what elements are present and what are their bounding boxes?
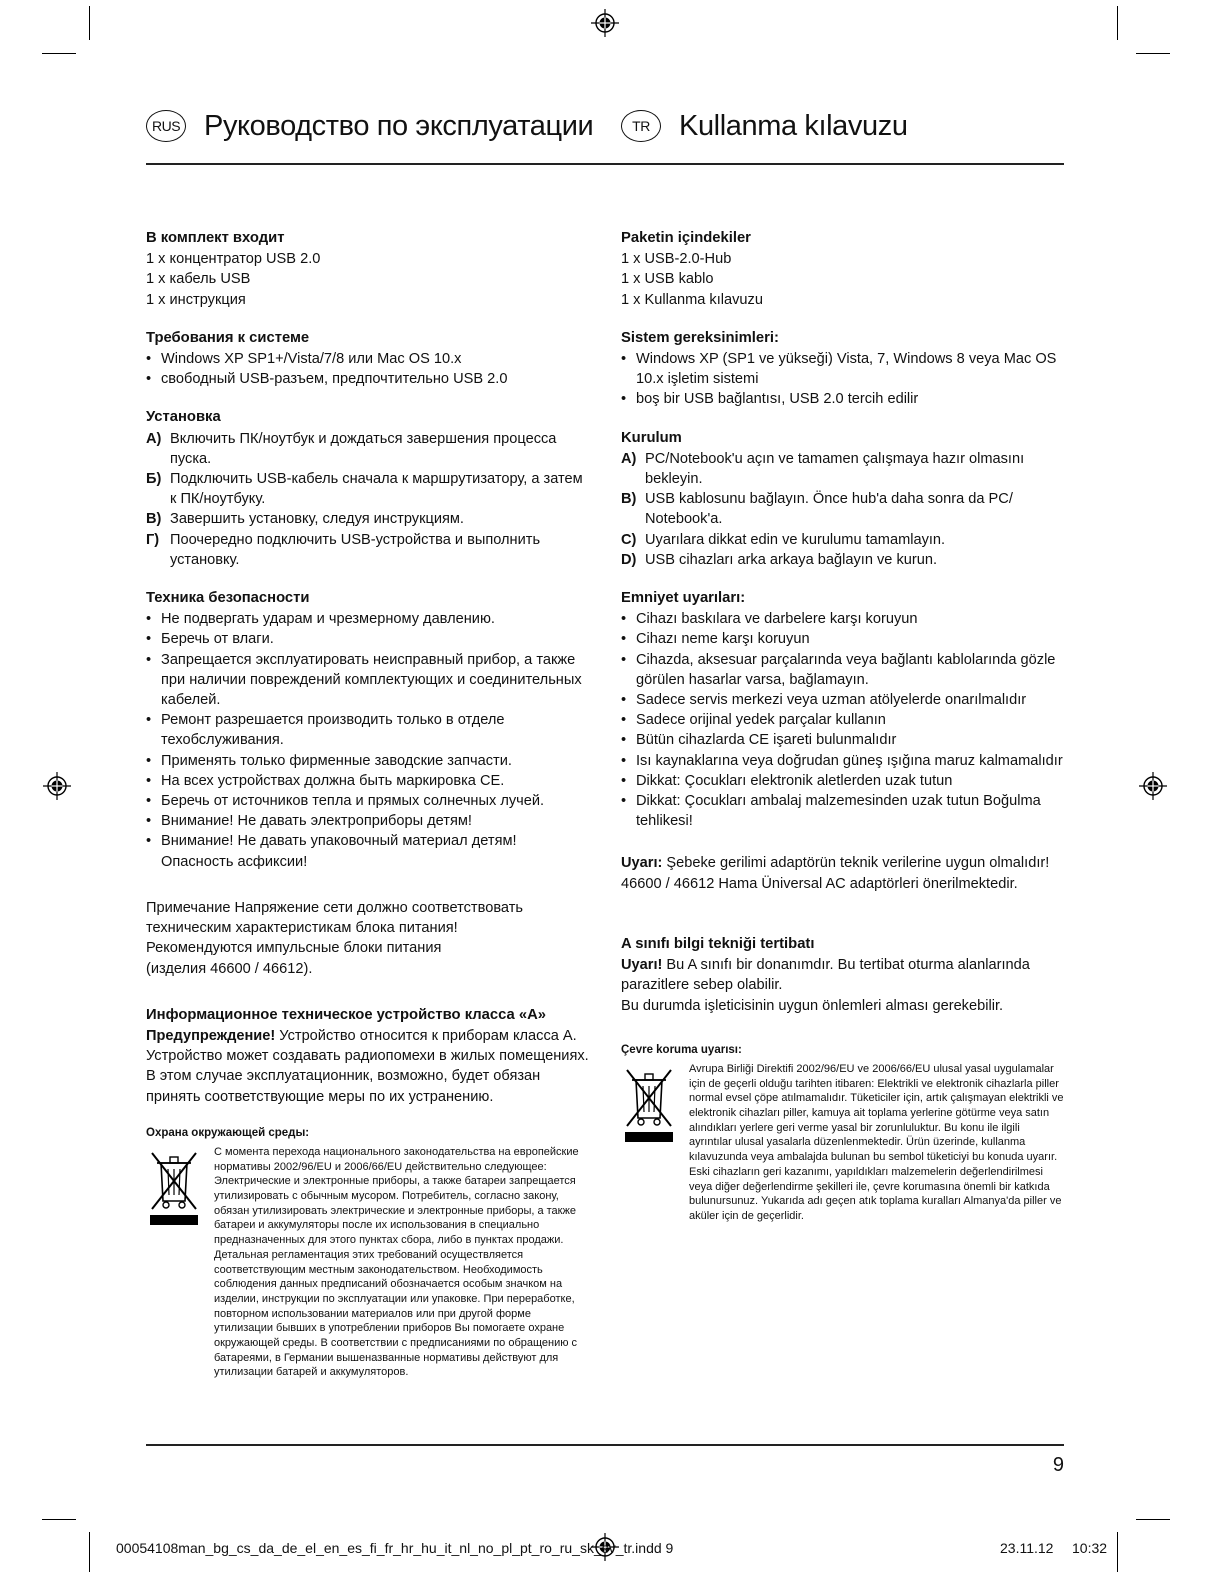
footer-filename: 00054108man_bg_cs_da_de_el_en_es_fi_fr_hr_hu_it_nl_no_pl_pt_ro_ru_sk_sv_tr.indd 9 xyxy=(116,1540,674,1556)
step-item xyxy=(146,530,591,570)
section-title: В комплект входит xyxy=(146,230,285,246)
step-mark: D) xyxy=(621,551,637,568)
list-item: • Применять только фирменные заводские запчасти. xyxy=(146,751,591,771)
page-title-ru: Руководство по эксплуатации xyxy=(204,109,594,142)
language-badge-tr: TR xyxy=(621,110,661,142)
list-item: • Windows XP SP1+/Vista/7/8 или Mac OS 10.x xyxy=(146,349,591,369)
crop-mark xyxy=(1117,1532,1118,1572)
step-item xyxy=(621,530,1066,550)
section-title: A sınıfı bilgi tekniği tertibatı xyxy=(621,935,815,952)
step-item xyxy=(146,469,591,509)
section-safety-ru xyxy=(146,588,591,872)
list-item: • Беречь от источников тепла и прямых солнечных лучей. xyxy=(146,791,591,811)
page-title-tr: Kullanma kılavuzu xyxy=(679,109,908,142)
section-environment-tr xyxy=(621,1040,1066,1224)
step-item xyxy=(621,449,1066,489)
environment-text: Avrupa Birliği Direktifi 2002/96/EU ve 2006/66/EU ulusal yasal uygulamalar için de geçerli olduğu tarihten itibaren: Elektrikli ve elektronik cihazlarla piller normal evsel çöpe atılmamalıdır. Tüketiciler için, artık çalışmayan elektrikli ve elektronik cihazları piller, kamuya ait toplama yerlerine götürme veya satın alındıkları yerlere geri verme yasal bir zorunluluktur. Bu konu ile ilgili ayrıntılar ulusal yasalarla düzenlenmektedir. Ürün üzerinde, kullanma kılavuzunda veya ambalajda bulunan bu sembol tüketiciyi bu konuda uyarır. Eski cihazların geri kazanımı, yapıldıkları malzemelerin değerlendirilmesi veya diğer değerlendirme şekilleri ile, çevre korumasına önemli bir katkıda bulunursunuz. Yukarıda adı geçen atık toplama kuralları Almanya'da piller ve aküler için de geçerlidir. xyxy=(689,1062,1064,1222)
step-text: Завершить установку, следуя инструкциям. xyxy=(170,511,464,528)
warning-label: Uyarı! xyxy=(621,957,663,974)
step-text: Подключить USB-кабель сначала к маршрутизатору, а затем к ПК/ноутбуку. xyxy=(170,471,583,508)
package-item: 1 x инструкция xyxy=(146,291,246,308)
warning-text: Устройство относится к приборам класса А. Устройство может создавать радиопомехи в жилых помещениях. xyxy=(146,1027,589,1065)
section-title: Техника безопасности xyxy=(146,590,310,607)
section-title: Охрана окружающей среды: xyxy=(146,1126,310,1139)
section-title: Emniyet uyarıları: xyxy=(621,590,746,607)
list-item: • Cihazı neme karşı koruyun xyxy=(621,629,1066,649)
list-item: • Cihazı baskılara ve darbelere karşı koruyun xyxy=(621,609,1066,629)
package-item: 1 x Kullanma kılavuzu xyxy=(621,291,763,308)
package-item: 1 x USB kablo xyxy=(621,271,714,288)
crop-mark xyxy=(1117,6,1118,40)
crop-mark xyxy=(42,1519,76,1520)
registration-mark-icon xyxy=(1138,771,1168,801)
step-mark: A) xyxy=(621,450,637,467)
crop-mark xyxy=(42,53,76,54)
section-package-tr xyxy=(621,228,1066,310)
class-a-warning xyxy=(146,1026,591,1066)
section-safety-tr xyxy=(621,588,1066,831)
header-divider xyxy=(146,163,1064,165)
crop-mark xyxy=(89,1532,90,1572)
section-package-ru xyxy=(146,228,591,310)
warning-text: Bu A sınıfı bir donanımdır. Bu tertibat oturma alanlarında parazitlere sebep olabilir. xyxy=(621,957,1030,994)
column-ru xyxy=(146,228,591,1380)
step-mark: Б) xyxy=(146,471,162,488)
list-item: • Dikkat: Çocukları elektronik aletlerden uzak tutun xyxy=(621,771,1066,791)
step-text: Поочередно подключить USB-устройства и выполнить установку. xyxy=(170,531,541,568)
section-title: Sistem gereksinimleri: xyxy=(621,329,779,346)
environment-text: С момента перехода национального законодательства на европейские нормативы 2002/96/EU и 2006/66/EU действительно следующее: Электрические и электронные приборы, а также батареи запрещается утилизировать с обычным мусором. Потребитель, согласно закону, обязан утилизировать электрические и электронные приборы, а также батареи и аккумуляторы после их использования в специально предназначенных для этого пунктах сбора, либо в пунктах продажи. Детальная регламентация этих требований осуществляется соответствующим местным законодательством. Необходимость соблюдения данных предписаний обозначается особым значком на изделии, инструкции по эксплуатации или упаковке. При переработке, повторном использовании материалов или при другой форме утилизации бывших в употреблении приборов Вы помогаете охране окружающей среды. В соответствии с предписаниями по обращению с батареями, в Германии вышеназванные нормативы действуют для утилизации батарей и аккумуляторов. xyxy=(214,1145,579,1379)
step-item xyxy=(621,489,1066,529)
section-system-ru xyxy=(146,328,591,390)
section-class-a-ru xyxy=(146,1005,591,1107)
weee-bin-icon xyxy=(146,1145,214,1380)
header-ru xyxy=(146,104,593,148)
step-text: USB kablosunu bağlayın. Önce hub'a daha sonra da PC/ Notebook'a. xyxy=(645,491,1013,528)
package-item: 1 x кабель USB xyxy=(146,271,251,288)
package-item: 1 x USB-2.0-Hub xyxy=(621,251,732,268)
section-title: Paketin içindekiler xyxy=(621,230,751,246)
list-item: • Isı kaynaklarına veya doğrudan güneş ışığına maruz kalmamalıdır xyxy=(621,751,1066,771)
step-mark: Г) xyxy=(146,531,160,548)
footer-date: 23.11.12 xyxy=(1000,1540,1054,1556)
registration-mark-icon xyxy=(42,771,72,801)
step-item xyxy=(621,550,1066,570)
note-line: (изделия 46600 / 46612). xyxy=(146,960,313,977)
header-tr xyxy=(621,104,908,148)
list-item: • Внимание! Не давать упаковочный материал детям! Опасность асфиксии! xyxy=(146,831,591,871)
step-item xyxy=(146,429,591,469)
section-environment-ru xyxy=(146,1123,591,1380)
step-mark: B) xyxy=(621,491,637,508)
section-title: Çevre koruma uyarısı: xyxy=(621,1043,742,1056)
list-item: • Dikkat: Çocukları ambalaj malzemesinden uzak tutun Boğulma tehlikesi! xyxy=(621,791,1066,831)
list-item: • Запрещается эксплуатировать неисправный прибор, а также при наличии повреждений комплектующих и соединительных кабелей. xyxy=(146,650,591,711)
registration-mark-icon xyxy=(590,8,620,38)
section-title: Kurulum xyxy=(621,429,682,446)
step-text: PC/Notebook'u açın ve tamamen çalışmaya hazır olmasını bekleyin. xyxy=(645,450,1025,488)
step-text: USB cihazları arka arkaya bağlayın ve kurun. xyxy=(645,551,938,568)
section-install-ru xyxy=(146,407,591,570)
list-item: • Bütün cihazlarda CE işareti bulunmalıdır xyxy=(621,730,1066,750)
step-mark: В) xyxy=(146,511,162,528)
weee-bin-icon xyxy=(621,1062,689,1224)
list-item: • Ремонт разрешается производить только в отделе техобслуживания. xyxy=(146,710,591,750)
section-title: Информационное техническое устройство класса «А» xyxy=(146,1006,547,1023)
package-item: 1 x концентратор USB 2.0 xyxy=(146,251,321,268)
note-tr xyxy=(621,853,1066,893)
list-item: • boş bir USB bağlantısı, USB 2.0 tercih edilir xyxy=(621,389,1066,409)
crop-mark xyxy=(89,6,90,40)
note-line: Примечание Напряжение сети должно соответствовать xyxy=(146,899,523,916)
class-a-text: В этом случае эксплуатационник, возможно, будет обязан принять соответствующие меры по их устранению. xyxy=(146,1068,541,1105)
footer-divider xyxy=(146,1444,1064,1446)
step-text: Включить ПК/ноутбук и дождаться завершения процесса пуска. xyxy=(170,430,557,467)
list-item: • Беречь от влаги. xyxy=(146,629,591,649)
list-item: • Внимание! Не давать электроприборы детям! xyxy=(146,811,591,831)
page-number: 9 xyxy=(1052,1454,1064,1476)
section-system-tr xyxy=(621,328,1066,410)
note-ru xyxy=(146,898,591,979)
section-title: Установка xyxy=(146,409,221,426)
class-a-text: Bu durumda işleticisinin uygun önlemleri alması gerekebilir. xyxy=(621,997,1004,1014)
crop-mark xyxy=(1136,1519,1170,1520)
note-line: Рекомендуются импульсные блоки питания xyxy=(146,940,442,957)
list-item: • На всех устройствах должна быть маркировка CE. xyxy=(146,771,591,791)
crop-mark xyxy=(1136,53,1170,54)
class-a-warning xyxy=(621,955,1066,995)
list-item: • Sadece orijinal yedek parçalar kullanın xyxy=(621,710,1066,730)
note-body: Şebeke gerilimi adaptörün teknik verilerine uygun olmalıdır! 46600 / 46612 Hama Üniversal AC adaptörleri önerilmektedir. xyxy=(621,855,1050,892)
note-line: техническим характеристикам блока питания! xyxy=(146,920,458,937)
column-tr xyxy=(621,228,1066,1224)
list-item: • Windows XP (SP1 ve yükseği) Vista, 7, Windows 8 veya Mac OS 10.x işletim sistemi xyxy=(621,349,1066,389)
section-install-tr xyxy=(621,428,1066,570)
list-item: • Не подвергать ударам и чрезмерному давлению. xyxy=(146,609,591,629)
language-badge-ru: RUS xyxy=(146,110,186,142)
section-class-a-tr xyxy=(621,934,1066,1016)
note-label: Uyarı: xyxy=(621,855,663,872)
warning-label: Предупреждение! xyxy=(146,1027,276,1044)
note-text xyxy=(621,853,1066,893)
step-item xyxy=(146,509,591,529)
list-item: • свободный USB-разъем, предпочтительно USB 2.0 xyxy=(146,369,591,389)
step-text: Uyarılara dikkat edin ve kurulumu tamamlayın. xyxy=(645,531,946,548)
step-mark: C) xyxy=(621,531,637,548)
list-item: • Sadece servis merkezi veya uzman atölyelerde onarılmalıdır xyxy=(621,690,1066,710)
list-item: • Cihazda, aksesuar parçalarında veya bağlantı kablolarında gözle görülen hasarlar varsa, bağlamayın. xyxy=(621,650,1066,690)
footer-time: 10:32 xyxy=(1072,1540,1108,1556)
section-title: Требования к системе xyxy=(146,329,310,346)
step-mark: А) xyxy=(146,430,162,447)
